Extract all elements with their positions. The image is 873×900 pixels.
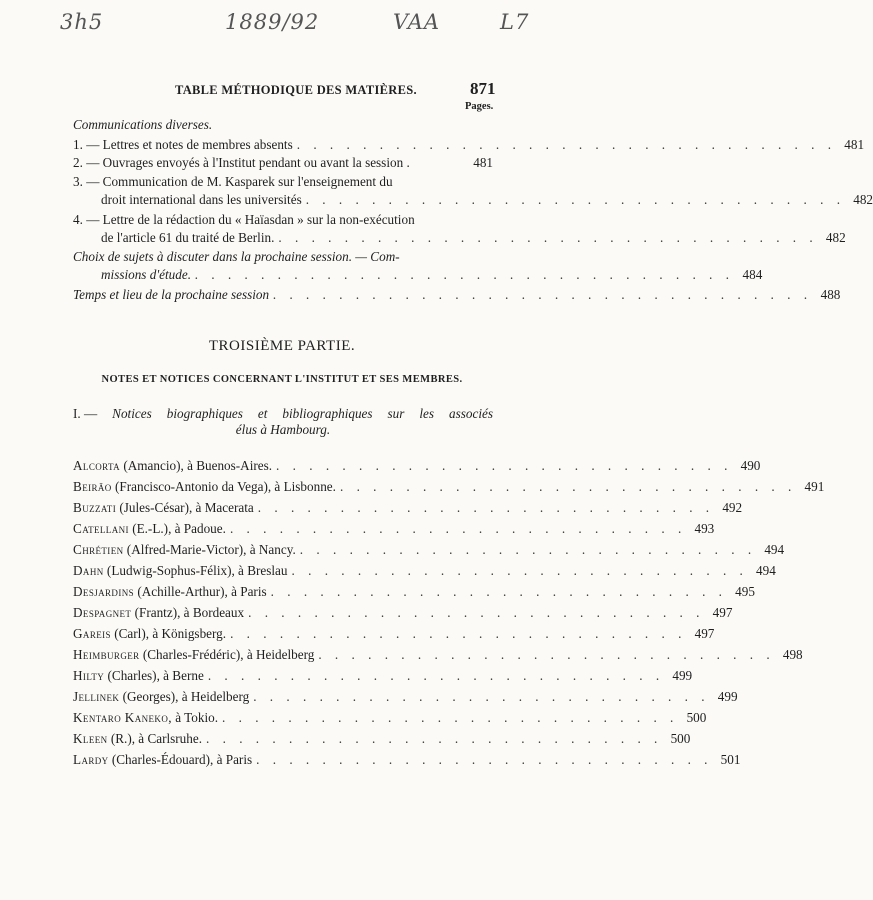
page-ref: 500 [670, 731, 691, 746]
toc-entry-continuation[interactable]: missions d'étude. . . . . . . . . . . . . . . . . . . . . . . . . . . . . . . . . . 484 [101, 267, 763, 282]
page-ref: 492 [722, 500, 743, 515]
toc-entry[interactable]: 3. — Communication de M. Kasparek sur l'enseignement du [73, 174, 393, 189]
part-title: TROISIÈME PARTIE. [208, 338, 356, 354]
toc-entry[interactable]: Chrétien (Alfred-Marie-Victor), à Nancy. . . . . . . . . . . . . . . . . . . . . . . . . . . . . 494 [73, 542, 785, 557]
dot-leader: . . . . . . . . . . . . . . . . . . . . . . . . . . . . . . . . . [305, 192, 845, 207]
heading-word: associés [449, 406, 493, 421]
heading-line-2: élus à Hambourg. [235, 422, 331, 437]
toc-entry[interactable]: Despagnet (Frantz), à Bordeaux . . . . . . . . . . . . . . . . . . . . . . . . . . . . 497 [73, 605, 733, 620]
toc-entry-continuation[interactable]: de l'article 61 du traité de Berlin. . . . . . . . . . . . . . . . . . . . . . . . . . . . . . . . . . 482 [101, 230, 846, 245]
toc-entry[interactable]: Dahn (Ludwig-Sophus-Félix), à Breslau . . . . . . . . . . . . . . . . . . . . . . . . . . . . 494 [73, 563, 776, 578]
person-name: Kentaro Kaneko, [73, 710, 172, 725]
toc-entry[interactable]: Kentaro Kaneko, à Tokio. . . . . . . . . . . . . . . . . . . . . . . . . . . . . 500 [73, 710, 707, 725]
handwritten-mark: 3h5 [60, 10, 104, 34]
heading-word: sur [387, 406, 405, 421]
page-ref: 499 [717, 689, 738, 704]
dot-leader: . . . . . . . . . . . . . . . . . . . . . . . . . . . . [291, 563, 748, 578]
person-name: Lardy [73, 752, 109, 767]
page-number: 871 [470, 79, 496, 98]
dot-leader: . . . . . . . . . . . . . . . . . . . . . . . . . . . . [256, 752, 713, 767]
running-title: TABLE MÉTHODIQUE DES MATIÈRES. [175, 83, 417, 97]
page-ref: 500 [686, 710, 707, 725]
page-ref: 501 [720, 752, 741, 767]
toc-entry[interactable]: Heimburger (Charles-Frédéric), à Heidelberg . . . . . . . . . . . . . . . . . . . . . . . . . . . . 498 [73, 647, 803, 662]
page-ref: 490 [740, 458, 761, 473]
dot-leader: . . . . . . . . . . . . . . . . . . . . . . . . . . . . [207, 668, 665, 683]
toc-entry[interactable]: Beirão (Francisco-Antonio da Vega), à Lisbonne. . . . . . . . . . . . . . . . . . . . . . . . . . . . . 491 [73, 479, 825, 494]
toc-entry[interactable]: Catellani (E.-L.), à Padoue. . . . . . . . . . . . . . . . . . . . . . . . . . . . . 493 [73, 521, 715, 536]
notices-heading [73, 406, 493, 438]
dot-leader: . . . . . . . . . . . . . . . . . . . . . . . . . . . . [248, 605, 705, 620]
heading-word: et [257, 406, 268, 421]
page-ref: 482 [825, 230, 846, 245]
heading-word: les [419, 406, 435, 421]
page-ref: 495 [735, 584, 755, 599]
toc-entry[interactable]: Temps et lieu de la prochaine session . . . . . . . . . . . . . . . . . . . . . . . . . . . . . . . . . 488 [73, 287, 841, 302]
person-name: Hilty [73, 668, 105, 683]
dot-leader: . . . . . . . . . . . . . . . . . . . . . . . . . . . . [276, 458, 733, 473]
dot-leader: . . . . . . . . . . . . . . . . . . . . . . . . . . . . [318, 647, 775, 662]
person-name: Kleen [73, 731, 108, 746]
page-ref: 491 [804, 479, 825, 494]
handwritten-mark: VAA [393, 10, 441, 34]
page-ref: 498 [782, 647, 803, 662]
page-ref: 488 [820, 287, 841, 302]
heading-word: biographiques [166, 406, 243, 421]
toc-entry-continuation[interactable]: droit international dans les universités . . . . . . . . . . . . . . . . . . . . . . . . . . . . . . . . . 482 [101, 192, 873, 207]
dot-leader: . . . . . . . . . . . . . . . . . . . . . . . . . . . . [206, 731, 663, 746]
heading-word: Notices [112, 406, 152, 421]
pages-column-label: Pages. [465, 101, 494, 112]
page-ref: 482 [853, 192, 873, 207]
page-ref: 497 [694, 626, 715, 641]
toc-entry[interactable]: Gareis (Carl), à Königsberg. . . . . . . . . . . . . . . . . . . . . . . . . . . . . 497 [73, 626, 715, 641]
person-name: Dahn [73, 563, 104, 578]
toc-entry[interactable]: 1. — Lettres et notes de membres absents . . . . . . . . . . . . . . . . . . . . . . . . . . . . . . . . . 481 [73, 137, 865, 152]
dot-leader: . . . . . . . . . . . . . . . . . . . . . . . . . . . . [257, 500, 715, 515]
toc-entry[interactable]: Buzzati (Jules-César), à Macerata . . . . . . . . . . . . . . . . . . . . . . . . . . . . 492 [73, 500, 743, 515]
toc-entry[interactable]: 2. — Ouvrages envoyés à l'Institut pendant ou avant la session . 481 [73, 155, 493, 170]
toc-entry[interactable]: Jellinek (Georges), à Heidelberg . . . . . . . . . . . . . . . . . . . . . . . . . . . . 499 [73, 689, 738, 704]
dot-leader: . . . . . . . . . . . . . . . . . . . . . . . . . . . . . . . . . [278, 230, 818, 245]
dot-leader: . . . . . . . . . . . . . . . . . . . . . . . . . . . . [230, 626, 687, 641]
handwritten-mark: L7 [500, 10, 530, 34]
person-name: Chrétien [73, 542, 124, 557]
part-subtitle: NOTES ET NOTICES CONCERNANT L'INSTITUT ET SES MEMBRES. [101, 374, 463, 385]
toc-entry[interactable]: Choix de sujets à discuter dans la prochaine session. — Com- [73, 249, 400, 264]
toc-entry[interactable]: Alcorta (Amancio), à Buenos-Aires. . . . . . . . . . . . . . . . . . . . . . . . . . . . . 490 [73, 458, 761, 473]
dot-leader: . . . . . . . . . . . . . . . . . . . . . . . . . . . . [270, 584, 727, 599]
toc-entry[interactable]: Lardy (Charles-Édouard), à Paris . . . . . . . . . . . . . . . . . . . . . . . . . . . . 501 [73, 752, 741, 767]
page-ref: 481 [844, 137, 865, 152]
section-numeral: I. — [73, 406, 98, 421]
person-name: Alcorta [73, 458, 121, 473]
person-name: Jellinek [73, 689, 120, 704]
dot-leader: . . . . . . . . . . . . . . . . . . . . . . . . . . . . [222, 710, 679, 725]
page-ref: 493 [694, 521, 715, 536]
toc-entry[interactable]: Hilty (Charles), à Berne . . . . . . . . . . . . . . . . . . . . . . . . . . . . 499 [73, 668, 693, 683]
page-ref: 494 [756, 563, 776, 578]
toc-entry[interactable]: Desjardins (Achille-Arthur), à Paris . . . . . . . . . . . . . . . . . . . . . . . . . . . . 495 [73, 584, 755, 599]
dot-leader: . . . . . . . . . . . . . . . . . . . . . . . . . . . . . . . . . [273, 287, 813, 302]
person-name: Gareis [73, 626, 111, 641]
page-ref: 481 [473, 155, 493, 170]
dot-leader: . . . . . . . . . . . . . . . . . . . . . . . . . . . . [253, 689, 710, 704]
person-name: Desjardins [73, 584, 135, 599]
toc-entry[interactable]: Kleen (R.), à Carlsruhe. . . . . . . . . . . . . . . . . . . . . . . . . . . . . 500 [73, 731, 691, 746]
page-ref: 494 [764, 542, 785, 557]
person-name: Beirão [73, 479, 112, 494]
person-name: Buzzati [73, 500, 117, 515]
page-ref: 499 [672, 668, 693, 683]
page-ref: 484 [742, 267, 763, 282]
dot-leader: . . . . . . . . . . . . . . . . . . . . . . . . . . . . [339, 479, 797, 494]
dot-leader: . . . . . . . . . . . . . . . . . . . . . . . . . . . . . . . . . [195, 267, 735, 282]
dot-leader: . . . . . . . . . . . . . . . . . . . . . . . . . . . . . . . . . [296, 137, 837, 152]
person-name: Catellani [73, 521, 129, 536]
section-heading: Communications diverses. [73, 117, 213, 132]
dot-leader: . . . . . . . . . . . . . . . . . . . . . . . . . . . . [229, 521, 687, 536]
person-name: Heimburger [73, 647, 140, 662]
handwritten-mark: 1889/92 [225, 10, 320, 34]
toc-entry[interactable]: 4. — Lettre de la rédaction du « Haïasdan » sur la non-exécution [73, 212, 415, 227]
heading-word: bibliographiques [282, 406, 373, 421]
page-ref: 497 [712, 605, 733, 620]
person-name: Despagnet [73, 605, 132, 620]
dot-leader: . . . . . . . . . . . . . . . . . . . . . . . . . . . . [299, 542, 757, 557]
